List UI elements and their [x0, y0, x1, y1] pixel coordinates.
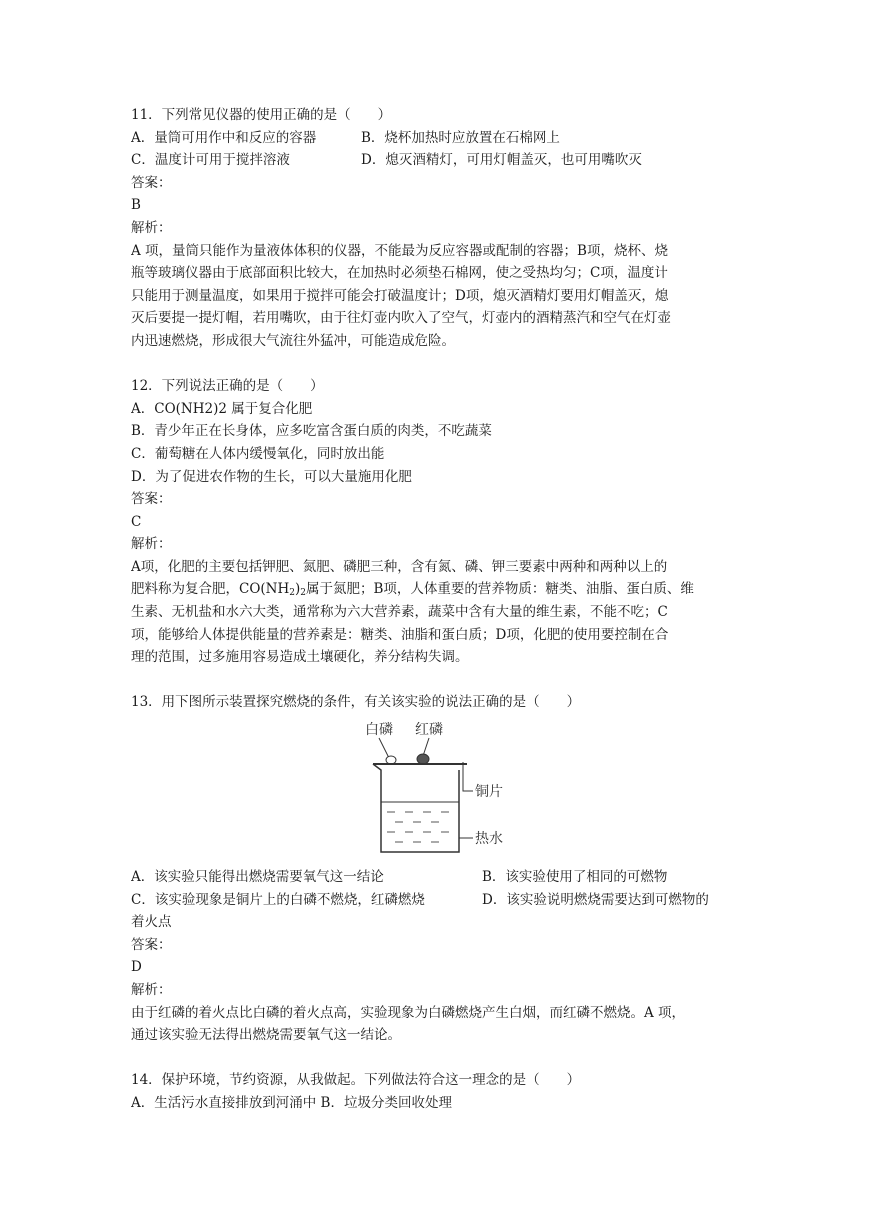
q13-analysis-line: 由于红磷的着火点比白磷的着火点高，实验现象为白磷燃烧产生白烟，而红磷不燃烧。A 项， [131, 1004, 686, 1021]
q12-analysis-text: 属于氮肥；B项，人体重要的营养物质：糖类、油脂、蛋白质、维 [306, 581, 694, 598]
q13-answer-label: 答案： [131, 936, 172, 953]
subscript: 2 [300, 588, 306, 599]
q13-options-row-1 [131, 866, 741, 889]
q11-analysis-line: 只能用于测量温度，如果用于搅拌可能会打破温度计；D项，熄灭酒精灯要用灯帽盖灭，熄 [131, 287, 669, 304]
label-white-phosphorus: 白磷 [365, 722, 393, 739]
q13-option-a: A．该实验只能得出燃烧需要氧气这一结论 [131, 869, 384, 886]
q11-options-row-1 [131, 127, 741, 150]
apparatus-diagram [359, 716, 519, 862]
label-red-phosphorus: 红磷 [415, 722, 443, 739]
q11-analysis-line: 灭后要提一提灯帽，若用嘴吹，由于往灯壶内吹入了空气，灯壶内的酒精蒸汽和空气在灯壶 [131, 310, 671, 327]
q12-option-b: B．青少年正在长身体，应多吃富含蛋白质的肉类，不吃蔬菜 [131, 423, 492, 440]
q12-analysis-line: 理的范围，过多施用容易造成土壤硬化，养分结构失调。 [131, 649, 469, 666]
q12-analysis-label: 解析： [131, 536, 172, 553]
q11-option-c: C．温度计可用于搅拌溶液 [131, 152, 290, 169]
q11-options-row-2 [131, 149, 741, 172]
q11-option-d: D．熄灭酒精灯，可用灯帽盖灭，也可用嘴吹灭 [361, 152, 642, 169]
q12-analysis-line: 生素、无机盐和水六大类，通常称为六大营养素，蔬菜中含有大量的维生素，不能不吃；C [131, 604, 668, 621]
q11-analysis-line: 内迅速燃烧，形成很大气流往外猛冲，可能造成危险。 [131, 332, 455, 349]
q11-stem: 11．下列常见仪器的使用正确的是（ ） [131, 107, 392, 123]
q11-option-b: B．烧杯加热时应放置在石棉网上 [361, 129, 560, 146]
red-phosphorus [417, 754, 429, 764]
leader-white [379, 738, 389, 758]
q13-option-d-cont: 着火点 [131, 914, 172, 931]
q13-analysis-label: 解析： [131, 982, 172, 998]
white-phosphorus [386, 756, 396, 764]
q12-analysis-line: A项，化肥的主要包括钾肥、氮肥、磷肥三种，含有氮、磷、钾三要素中两种和两种以上的 [131, 558, 668, 575]
q13-stem: 13．用下图所示装置探究燃烧的条件，有关该实验的说法正确的是（ ） [131, 694, 581, 711]
label-hot-water: 热水 [475, 831, 503, 848]
q11-analysis-line: 瓶等玻璃仪器由于底部面积比较大，在加热时必须垫石棉网，使之受热均匀；C项，温度计 [131, 265, 668, 282]
combustion-apparatus-figure [131, 716, 741, 862]
leader-red [423, 738, 429, 756]
q14-options: A．生活污水直接排放到河涌中 B．垃圾分类回收处理 [131, 1094, 452, 1111]
q11-option-a: A．量筒可用作中和反应的容器 [131, 129, 317, 146]
q11-analysis-line: A 项，量筒只能作为量液体体积的仪器，不能最为反应容器或配制的容器；B项，烧杯、烧 [131, 242, 668, 259]
q13-analysis-line: 通过该实验无法得出燃烧需要氧气这一结论。 [131, 1027, 401, 1044]
water-dashes [387, 812, 449, 842]
q12-answer-label: 答案： [131, 491, 172, 508]
q12-stem: 12．下列说法正确的是（ ） [131, 378, 324, 395]
spacer [131, 353, 741, 376]
document-page [131, 104, 741, 1115]
q11-analysis-label: 解析： [131, 219, 172, 236]
q11-answer-label: 答案： [131, 174, 172, 191]
q13-options-row-2 [131, 889, 741, 912]
spacer [131, 1047, 741, 1070]
q12-analysis-line [131, 578, 741, 601]
q12-option-c: C．葡萄糖在人体内缓慢氧化，同时放出能 [131, 445, 385, 462]
q12-answer: C [131, 513, 142, 530]
q11-answer: B [131, 197, 141, 214]
q12-option-d: D．为了促进农作物的生长，可以大量施用化肥 [131, 468, 412, 485]
q13-option-c: C．该实验现象是铜片上的白磷不燃烧，红磷燃烧 [131, 891, 425, 908]
q14-stem: 14．保护环境，节约资源，从我做起。下列做法符合这一理念的是（ ） [131, 1072, 581, 1089]
q13-answer: D [131, 959, 142, 976]
label-copper-sheet: 铜片 [475, 784, 503, 801]
q13-option-d: D．该实验说明燃烧需要达到可燃物的 [482, 891, 709, 908]
q12-analysis-text: 肥料称为复合肥，CO(NH [131, 581, 290, 598]
leader-copper [463, 762, 473, 791]
subscript: 2 [289, 588, 295, 599]
q12-analysis-line: 项，能够给人体提供能量的营养素是：糖类、油脂和蛋白质；D项，化肥的使用要控制在合 [131, 626, 669, 643]
spacer [131, 669, 741, 692]
q12-option-a: A．CO(NH2)2 属于复合化肥 [131, 400, 313, 417]
q13-option-b: B．该实验使用了相同的可燃物 [482, 869, 668, 886]
beaker [373, 764, 459, 852]
q12-analysis-text: ) [294, 581, 301, 598]
